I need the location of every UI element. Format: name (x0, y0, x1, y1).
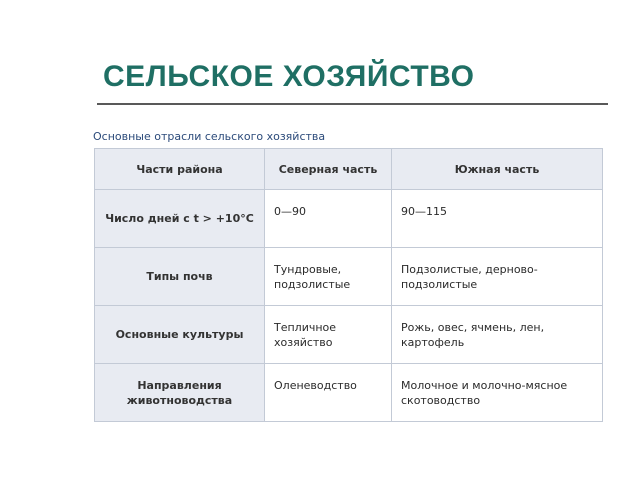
table-header-row (95, 149, 603, 190)
header-cell-south: Южная часть (392, 149, 603, 190)
agriculture-table (94, 148, 603, 422)
south-warm-days: 90—115 (392, 190, 603, 248)
north-warm-days: 0—90 (265, 190, 392, 248)
south-crops: Рожь, овес, ячмень, лен, картофель (392, 306, 603, 364)
row-label-livestock: Направления животноводства (95, 364, 265, 422)
north-soil-types: Тундровые, подзолистые (265, 248, 392, 306)
table-row (95, 364, 603, 422)
row-label-soil-types: Типы почв (95, 248, 265, 306)
row-label-warm-days: Число дней с t > +10°С (95, 190, 265, 248)
header-cell-parts: Части района (95, 149, 265, 190)
table-caption: Основные отрасли сельского хозяйства (93, 130, 326, 143)
row-label-crops: Основные культуры (95, 306, 265, 364)
title-divider (97, 103, 608, 105)
north-crops: Тепличное хозяйство (265, 306, 392, 364)
table-row (95, 306, 603, 364)
south-soil-types: Подзолистые, дерново-подзолистые (392, 248, 603, 306)
north-livestock: Оленеводство (265, 364, 392, 422)
table-row (95, 248, 603, 306)
header-cell-north: Северная часть (265, 149, 392, 190)
slide-title: СЕЛЬСКОЕ ХОЗЯЙСТВО (103, 60, 475, 93)
south-livestock: Молочное и молочно-мясное скотоводство (392, 364, 603, 422)
table-row (95, 190, 603, 248)
